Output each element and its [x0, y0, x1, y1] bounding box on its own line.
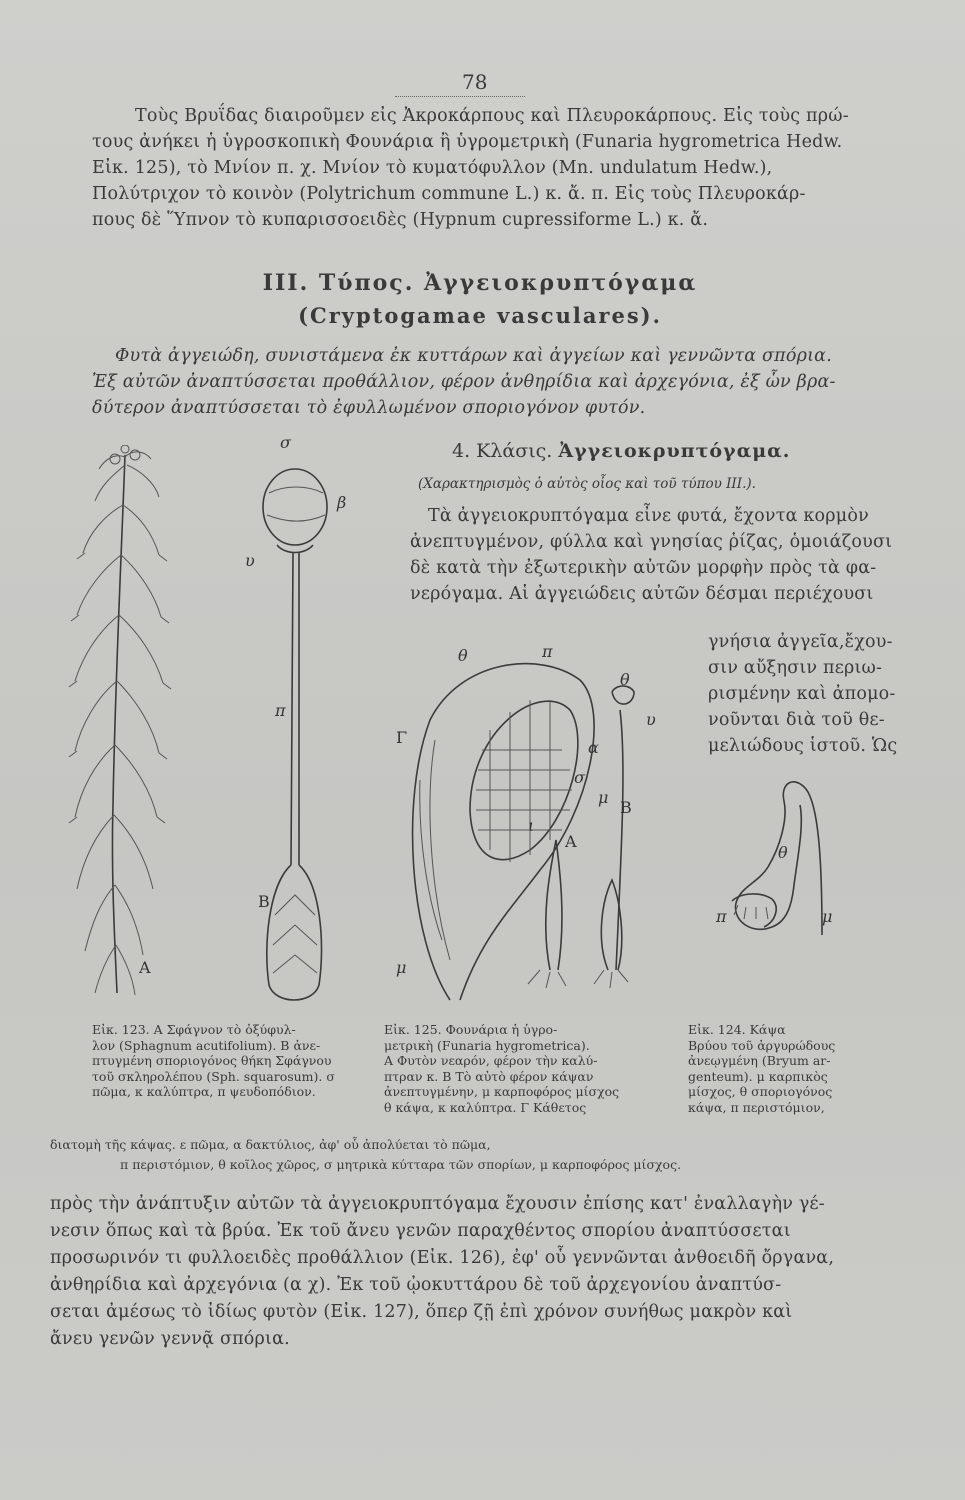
definition-line: δύτερον ἀναπτύσσεται τὸ ἐφυλλωμένον σποριογόνον φυτόν.: [92, 398, 646, 418]
label-mu: μ: [598, 788, 609, 807]
bottom-line: προσωρινόν τι φυλλοειδὲς προθάλλιον (Εἰκ. 126), ἐφ' οὗ γεννῶνται ἀνθοειδῆ ὄργανα,: [50, 1248, 835, 1268]
caption-continuation: π περιστόμιον, θ κοῖλος χῶρος, σ μητρικὰ κύτταρα τῶν σπορίων, μ καρποφόρος μίσχος.: [120, 1157, 682, 1172]
caption-line: ἀνεῳγμένη (Bryum ar-: [688, 1053, 831, 1069]
type-heading: III. Τύπος. Ἀγγειοκρυπτόγαμα: [262, 270, 698, 296]
figure-125: [390, 640, 690, 1010]
bryum-capsule-drawing: [732, 782, 822, 935]
label-theta: θ: [458, 646, 468, 665]
caption-line: τοῦ σκληρολέπου (Sph. squarosum). σ: [92, 1068, 335, 1084]
class-heading-prefix: 4. Κλάσις.: [452, 440, 553, 462]
label-pi: π: [275, 701, 286, 720]
sphagnum-plant-drawing: [69, 445, 171, 995]
intro-line: τους ἀνήκει ἡ ὑγροσκοπικὴ Φουνάρια ἢ ὑγρομετρικὴ (Funaria hygrometrica Hedw.: [92, 132, 843, 152]
side-line: νοῦνται διὰ τοῦ θε-: [708, 710, 885, 730]
class-line: νερόγαμα. Αἱ ἀγγειώδεις αὐτῶν δέσμαι περιέχουσι: [410, 584, 874, 604]
definition-line: Φυτὰ ἀγγειώδη, συνιστάμενα ἐκ κυττάρων καὶ ἀγγείων καὶ γεννῶντα σπόρια.: [115, 346, 832, 366]
class-heading: [452, 440, 790, 462]
label-B: Β: [620, 798, 632, 817]
class-line: δὲ κατὰ τὴν ἐξωτερικὴν αὐτῶν μορφὴν πρὸς τὰ φα-: [410, 558, 877, 578]
caption-continuation: διατομὴ τῆς κάψας. ε πῶμα, α δακτύλιος, ἀφ' οὗ ἀπολύεται τὸ πῶμα,: [50, 1137, 491, 1152]
label-mu2: μ: [396, 958, 407, 977]
caption-line: μετρικὴ (Funaria hygrometrica).: [384, 1037, 590, 1053]
intro-line: Πολύτριχον τὸ κοινὸν (Polytrichum commune L.) κ. ἄ. π. Εἰς τοὺς Πλευροκάρ-: [92, 184, 806, 204]
label-B: Β: [258, 892, 270, 911]
label-upsilon: υ: [245, 551, 255, 570]
caption-fig-125: [384, 1022, 674, 1116]
label-mu: μ: [822, 907, 833, 926]
intro-line: Τοὺς Βρυΐδας διαιροῦμεν εἰς Ἀκροκάρπους καὶ Πλευροκάρπους. Εἰς τοὺς πρώ-: [135, 106, 849, 126]
caption-line: Εἰκ. 124. Κάψα: [688, 1022, 786, 1037]
side-line: γνήσια ἀγγεῖα,ἔχου-: [708, 632, 893, 652]
sphagnum-illustration: [55, 445, 395, 1015]
caption-line: θ κάψα, κ καλύπτρα. Γ Κάθετος: [384, 1099, 587, 1115]
type-heading-latin: (Cryptogamae vasculares).: [298, 303, 662, 328]
label-Gamma: Γ: [396, 728, 408, 747]
intro-line: πους δὲ Ὕπνον τὸ κυπαρισσοειδὲς (Hypnum cupressiforme L.) κ. ἄ.: [92, 210, 709, 230]
class-subtitle: (Χαρακτηρισμὸς ὁ αὐτὸς οἷος καὶ τοῦ τύπου III.).: [418, 476, 756, 492]
caption-fig-123: [92, 1022, 352, 1100]
funaria-illustration: [390, 640, 690, 1010]
caption-line: κάψα, π περιστόμιον,: [688, 1099, 825, 1115]
caption-line: πῶμα, κ καλύπτρα, π ψευδοπόδιον.: [92, 1084, 316, 1100]
figure-123: [55, 433, 395, 1015]
caption-line: πτυγμένη σποριογόνος θήκη Σφάγνου: [92, 1053, 332, 1069]
label-beta: β: [337, 493, 347, 512]
caption-line: μίσχος, θ σποριογόνος: [688, 1084, 833, 1100]
caption-line: πτραν κ. Β Τὸ αὐτὸ φέρον κάψαν: [384, 1068, 594, 1084]
label-sigma: σ: [574, 768, 585, 787]
class-heading-title: Ἀγγειοκρυπτόγαμα.: [558, 440, 791, 462]
bottom-line: πρὸς τὴν ἀνάπτυξιν αὐτῶν τὰ ἀγγειοκρυπτόγαμα ἔχουσιν ἐπίσης κατ' ἐναλλαγὴν γέ-: [50, 1194, 825, 1214]
side-line: σιν αὔξησιν περιω-: [708, 658, 883, 678]
caption-line: ἀνεπτυγμένην, μ καρποφόρος μίσχος: [384, 1084, 620, 1100]
sphagnum-capsule-drawing: [263, 469, 327, 1000]
bottom-line: σεται ἀμέσως τὸ ἰδίως φυτὸν (Εἰκ. 127), ὅπερ ζῇ ἐπὶ χρόνον συνήθως μακρὸν καὶ: [50, 1302, 793, 1322]
label-upsilon: υ: [646, 710, 656, 729]
figure-124: [710, 775, 860, 945]
label-theta: θ: [778, 843, 788, 862]
label-pi: π: [542, 642, 553, 661]
caption-line: Βρύου τοῦ ἀργυρώδους: [688, 1037, 836, 1053]
bottom-line: ἄνευ γενῶν γεννᾷ σπόρια.: [50, 1329, 290, 1349]
page-number-rule: [395, 96, 525, 97]
label-iota: ι: [528, 816, 535, 835]
label-sigma: σ: [280, 433, 291, 452]
bottom-line: ἀνθηρίδια καὶ ἀρχεγόνια (α χ). Ἐκ τοῦ ᾠοκυττάρου δὲ τοῦ ἀρχεγονίου ἀναπτύσ-: [50, 1275, 782, 1295]
side-line: μελιώδους ἱστοῦ. Ὡς: [708, 736, 898, 756]
class-line: Τὰ ἀγγειοκρυπτόγαμα εἶνε φυτά, ἔχοντα κορμὸν: [428, 506, 869, 526]
caption-line: Εἰκ. 123. Α Σφάγνον τὸ ὀξύφυλ-: [92, 1022, 296, 1037]
caption-line: Εἰκ. 125. Φουνάρια ἡ ὑγρο-: [384, 1022, 558, 1037]
caption-fig-124: [688, 1022, 888, 1116]
bottom-line: νεσιν ὅπως καὶ τὰ βρύα. Ἐκ τοῦ ἄνευ γενῶν παραχθέντος σπορίου ἀναπτύσσεται: [50, 1221, 791, 1241]
caption-line: genteum). μ καρπικὸς: [688, 1068, 828, 1084]
label-A: Α: [565, 832, 577, 851]
intro-line: Εἰκ. 125), τὸ Μνίον π. χ. Μνίον τὸ κυματόφυλλον (Mn. undulatum Hedw.),: [92, 158, 773, 178]
side-line: ρισμένην καὶ ἀπομο-: [708, 684, 896, 704]
caption-line: λον (Sphagnum acutifolium). Β ἀνε-: [92, 1037, 321, 1053]
definition-line: Ἐξ αὐτῶν ἀναπτύσσεται προθάλλιον, φέρον ἀνθηρίδια καὶ ἀρχεγόνια, ἐξ ὧν βρα-: [92, 372, 836, 392]
label-alpha: α: [588, 738, 599, 757]
label-pi: π: [716, 907, 727, 926]
label-A: Α: [139, 958, 151, 977]
page-number: 78: [462, 70, 488, 94]
label-theta2: θ: [620, 670, 630, 689]
class-line: ἀνεπτυγμένον, φύλλα καὶ γνησίας ῥίζας, ὁμοιάζουσι: [410, 532, 893, 552]
caption-line: Α Φυτὸν νεαρόν, φέρον τὴν καλύ-: [384, 1053, 598, 1069]
